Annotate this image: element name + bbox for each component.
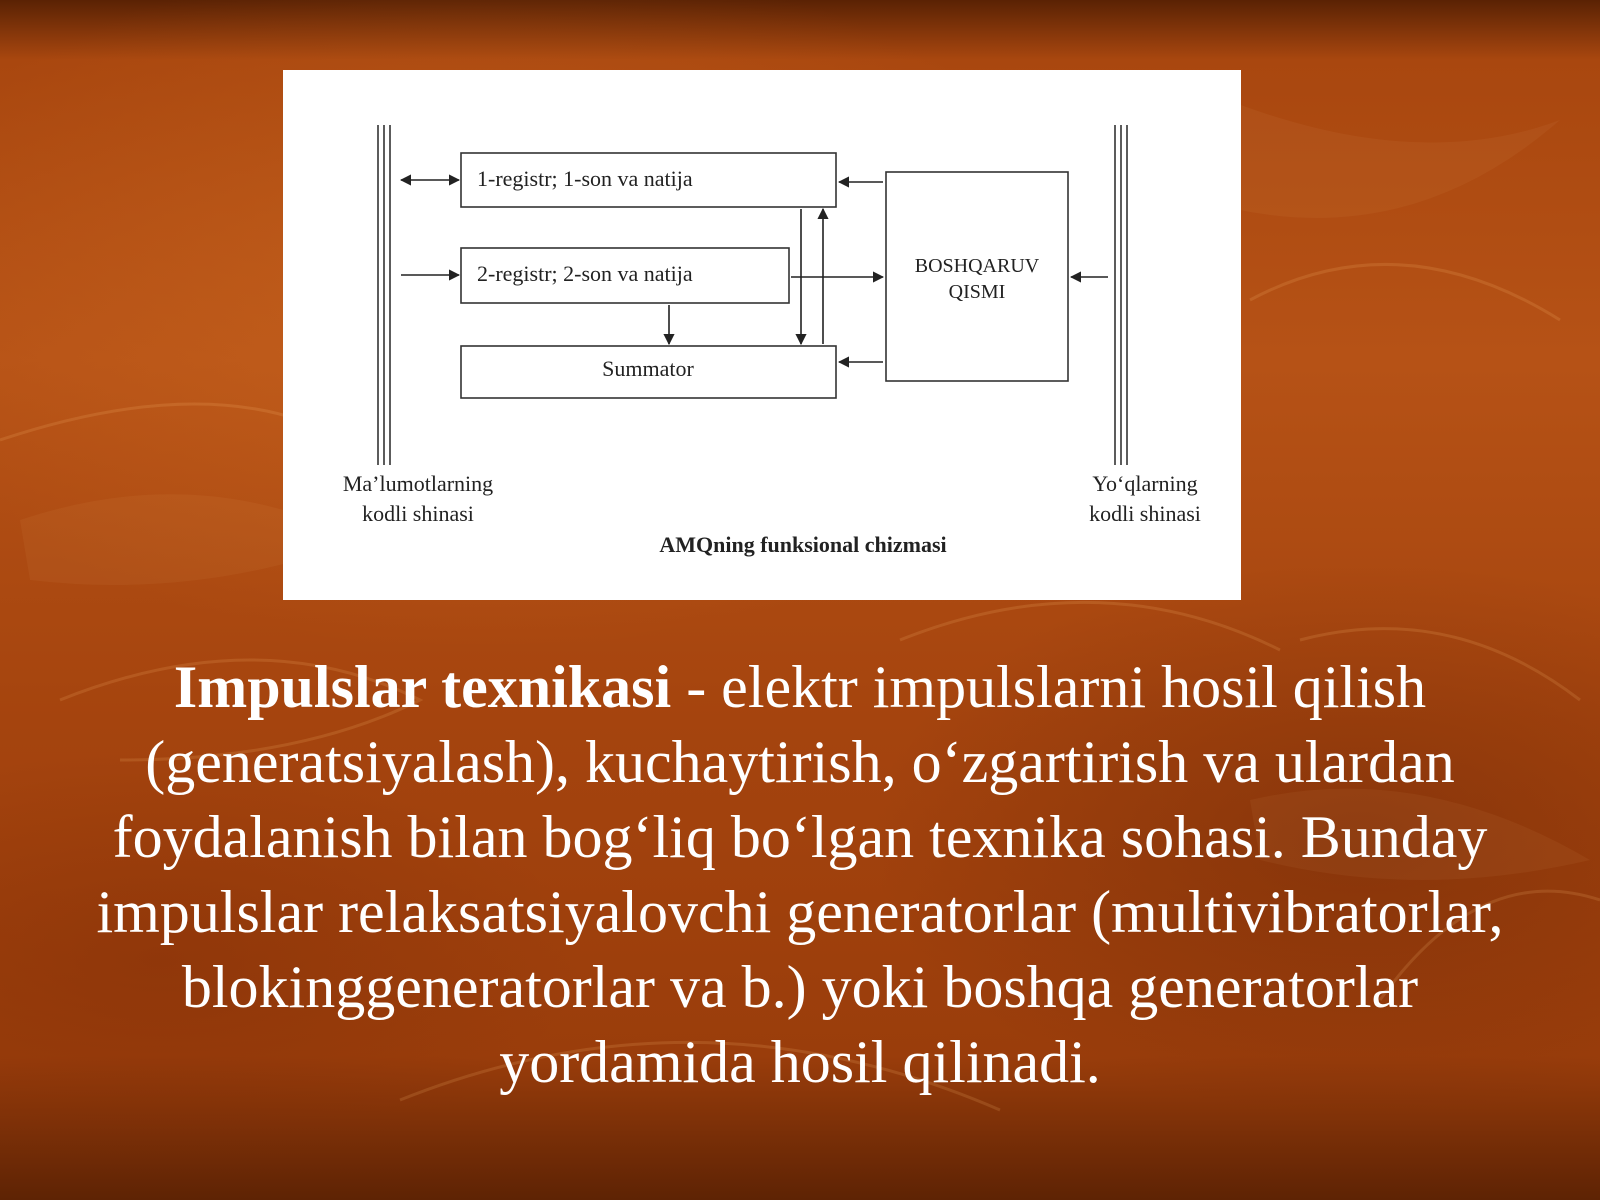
left-data-bus	[378, 125, 390, 465]
diagram-panel	[283, 70, 1241, 600]
body-paragraph	[60, 650, 1540, 1100]
right-bus-label-line2: kodli shinasi	[1089, 501, 1201, 526]
register-2-label: 2-registr; 2-son va natija	[477, 261, 693, 286]
term-definition: - elektr impulslarni hosil qilish (generatsiyalash), kuchaytirish, o‘zgartirish va ulardan foydalanish bilan bog‘liq bo‘lgan texnika sohasi. Bunday impulslar relaksatsiyalovchi generatorlar (multivibratorlar, blokinggeneratorlar va b.) yoki boshqa generatorlar yordamida hosil qilinadi.	[96, 654, 1504, 1095]
left-bus-label-line2: kodli shinasi	[362, 501, 474, 526]
register-1-label: 1-registr; 1-son va natija	[477, 166, 693, 191]
left-bus-label-line1: Ma’lumotlarning	[342, 471, 494, 496]
control-unit-label-line2: QISMI	[948, 281, 1006, 303]
amq-functional-diagram	[283, 70, 1241, 600]
control-unit-label-line1: BOSHQARUV	[914, 255, 1040, 277]
right-bus-label-line1: Yo‘qlarning	[1092, 471, 1198, 496]
summator-label: Summator	[602, 356, 694, 381]
diagram-caption: AMQning funksional chizmasi	[659, 532, 947, 557]
term-heading: Impulslar texnikasi	[173, 654, 672, 720]
right-bus	[1115, 125, 1127, 465]
